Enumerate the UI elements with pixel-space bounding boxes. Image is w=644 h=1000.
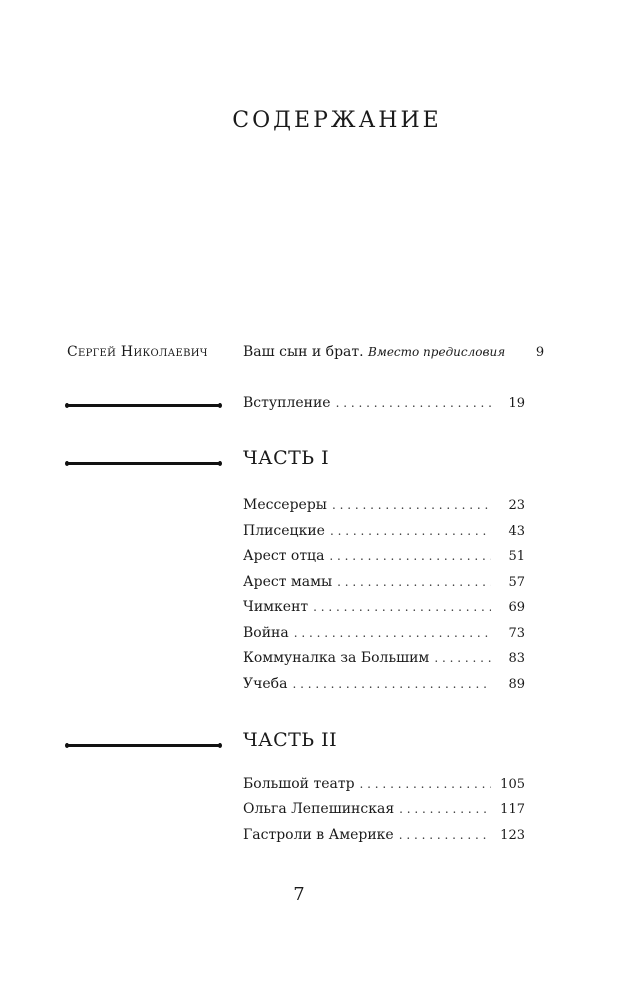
dot-leader [337,575,491,589]
toc-page-number: 19 [508,396,525,411]
toc-page-number: 89 [508,677,525,692]
section-rule [68,462,219,465]
toc-page-number: 23 [508,498,525,513]
toc-page-number: 117 [500,802,525,817]
toc-entry[interactable] [243,776,525,796]
toc-entry[interactable] [243,599,525,619]
toc-page-number: 73 [508,626,525,641]
toc-entry[interactable] [243,676,525,696]
part-heading[interactable]: ЧАСТЬ II [243,729,338,751]
toc-page-number: 105 [500,777,525,792]
preface-title: Ваш сын и брат. [243,344,364,360]
toc-entry-title: Арест мамы [243,574,333,590]
dot-leader [294,626,491,640]
part-heading[interactable]: ЧАСТЬ I [243,447,330,469]
section-rule [68,744,219,747]
toc-page-number: 123 [500,828,525,843]
dot-leader [292,677,491,691]
dot-leader [313,600,491,614]
toc-entry[interactable] [243,548,525,568]
dot-leader [360,777,491,791]
toc-entry[interactable] [243,801,525,821]
toc-entry-title: Гастроли в Америке [243,827,394,843]
toc-entry[interactable] [243,574,525,594]
toc-entry-title: Плисецкие [243,523,325,539]
dot-leader [434,651,491,665]
toc-entry-title: Ольга Лепешинская [243,801,395,817]
toc-entry-title: Война [243,625,289,641]
toc-entry[interactable] [243,497,525,517]
dot-leader [330,524,491,538]
toc-entry-title: Вступление [243,395,331,411]
toc-entry[interactable] [243,827,525,847]
toc-entry-intro[interactable] [243,395,525,415]
toc-entry[interactable] [243,523,525,543]
toc-entry-title: Арест отца [243,548,325,564]
toc-entry[interactable] [243,650,525,670]
page-number: 7 [293,884,305,905]
dot-leader [336,396,491,410]
toc-entry-title: Чимкент [243,599,309,615]
page-title: СОДЕРЖАНИЕ [232,108,442,133]
toc-page-number: 57 [508,575,525,590]
toc-page-number: 83 [508,651,525,666]
dot-leader [399,802,491,816]
dot-leader [332,498,491,512]
section-rule [68,404,219,407]
toc-page-number: 51 [508,549,525,564]
toc-page-number: 69 [508,600,525,615]
toc-entry[interactable] [243,625,525,645]
toc-entry-preface[interactable] [243,344,545,364]
toc-entry-title: Большой театр [243,776,355,792]
toc-entry-title: Коммуналка за Большим [243,650,430,666]
toc-entry-title [243,344,505,360]
toc-page-number: 9 [535,345,545,360]
dot-leader [399,828,491,842]
toc-entry-title: Мессереры [243,497,327,513]
toc-entry-title: Учеба [243,676,288,692]
author-name: Сергей Николаевич [67,344,208,360]
dot-leader [329,549,491,563]
toc-page-number: 43 [508,524,525,539]
preface-subtitle: Вместо предисловия [368,345,506,359]
